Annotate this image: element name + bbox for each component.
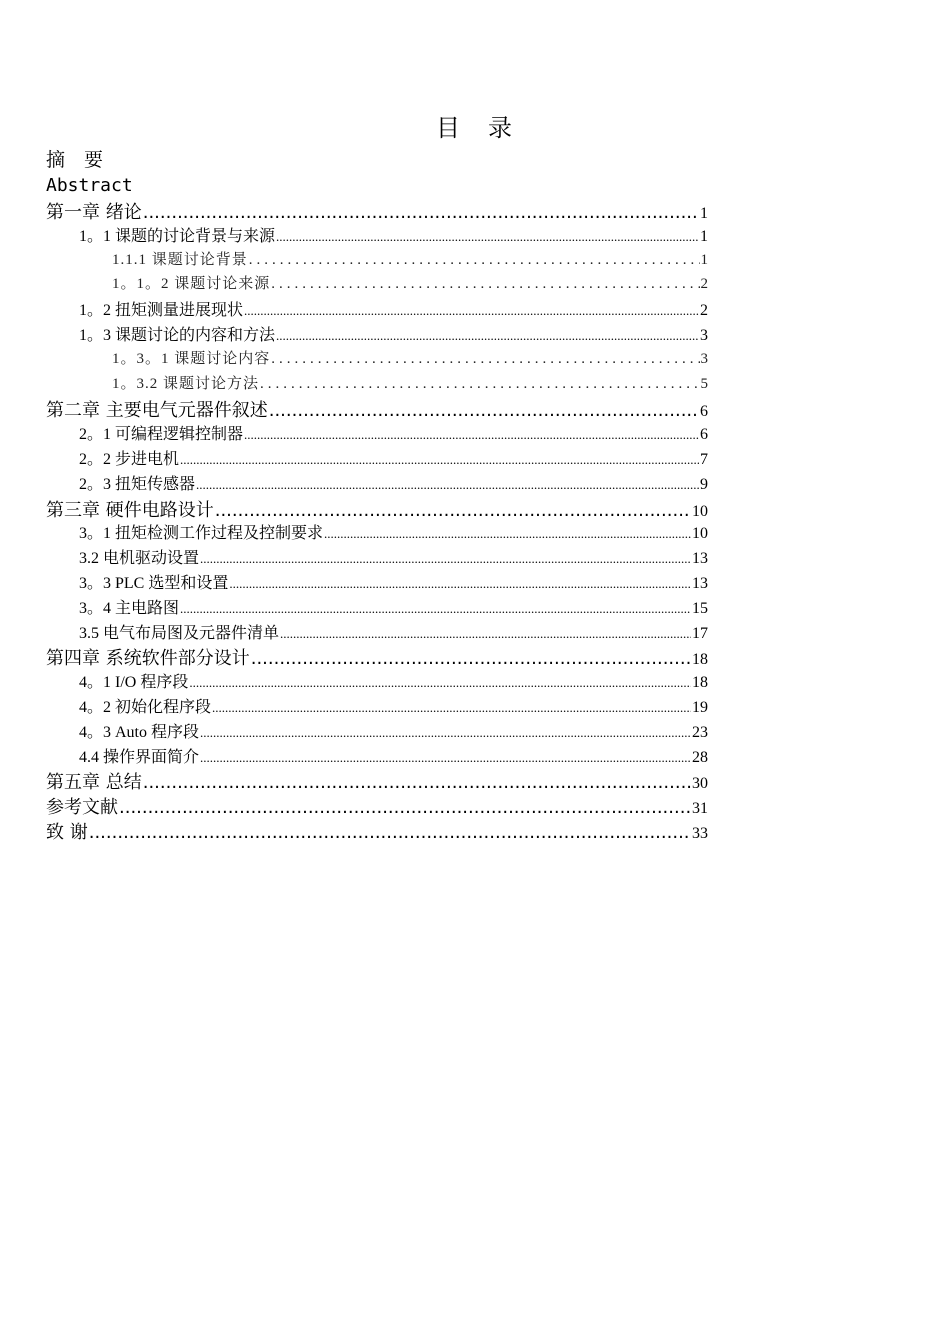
toc-dot-leader	[200, 725, 691, 741]
toc-entry-title: 1。3 课题讨论的内容和方法	[79, 326, 276, 344]
toc-page-number: 7	[700, 450, 708, 468]
toc-entry-title: 3。3 PLC 选型和设置	[79, 574, 229, 592]
toc-dot-leader	[180, 601, 691, 617]
toc-chapter-entry[interactable]	[46, 198, 708, 223]
toc-dot-leader	[260, 376, 699, 393]
toc-page-number: 2	[700, 302, 708, 320]
toc-entry-title: 2。1 可编程逻辑控制器	[79, 426, 244, 444]
toc-section-entry[interactable]	[46, 446, 708, 471]
toc-entry-title: 4。3 Auto 程序段	[79, 723, 200, 741]
toc-dot-leader	[244, 427, 699, 443]
toc-page-number: 31	[692, 800, 708, 818]
toc-dot-leader	[212, 700, 691, 716]
toc-entry-title: 第四章 系统软件部分设计	[46, 648, 250, 670]
toc-dot-leader	[280, 626, 691, 642]
toc-page-number: 1	[700, 205, 708, 222]
toc-entry-title: 4.4 操作界面简介	[79, 748, 200, 766]
toc-page-number: 28	[692, 748, 708, 766]
toc-section-entry[interactable]	[46, 545, 708, 570]
toc-page-number: 13	[692, 550, 708, 568]
toc-section-entry[interactable]	[46, 421, 708, 446]
toc-dot-leader	[200, 750, 691, 766]
toc-page-number: 2	[700, 276, 708, 293]
toc-entry-title: 1.1.1 课题讨论背景	[112, 251, 248, 268]
abstract-cn-heading: 摘 要	[46, 149, 104, 171]
toc-page-number: 1	[700, 251, 708, 268]
toc-section-entry[interactable]	[46, 669, 708, 694]
toc-section-entry[interactable]	[46, 719, 708, 744]
toc-entry-title: 第一章 绪论	[46, 202, 142, 223]
toc-dot-leader	[249, 252, 700, 269]
toc-page-number: 13	[692, 574, 708, 592]
toc-entry-title: 1。1。2 课题讨论来源	[112, 276, 271, 293]
toc-section-entry[interactable]	[46, 520, 708, 545]
toc-page-number: 1	[700, 227, 708, 245]
toc-chapter-entry[interactable]	[46, 396, 708, 421]
toc-section-entry[interactable]	[46, 223, 708, 248]
toc-dot-leader	[324, 526, 691, 542]
toc-dot-leader	[269, 400, 699, 421]
toc-dot-leader	[200, 551, 691, 567]
toc-entry-title: 2。3 扭矩传感器	[79, 475, 196, 493]
toc-chapter-entry[interactable]	[46, 793, 708, 818]
toc-subsection-entry[interactable]	[46, 347, 708, 372]
toc-title: 目 录	[436, 114, 514, 142]
toc-entry-title: 1。3。1 课题讨论内容	[112, 350, 271, 367]
toc-chapter-entry[interactable]	[46, 818, 708, 843]
toc-subsection-entry[interactable]	[46, 272, 708, 297]
toc-chapter-entry[interactable]	[46, 496, 708, 521]
toc-page-number: 3	[700, 350, 708, 367]
toc-dot-leader	[229, 576, 691, 592]
toc-section-entry[interactable]	[46, 297, 708, 322]
toc-page-number: 5	[700, 375, 708, 392]
toc-dot-leader	[276, 328, 699, 344]
toc-dot-leader	[271, 276, 699, 293]
toc-section-entry[interactable]	[46, 322, 708, 347]
toc-page-number: 10	[692, 525, 708, 543]
toc-page-number: 9	[700, 475, 708, 493]
toc-entry-title: 参考文献	[46, 797, 118, 819]
toc-entry-title: 3.5 电气布局图及元器件清单	[79, 624, 280, 642]
toc-section-entry[interactable]	[46, 620, 708, 645]
toc-entry-title: 1。1 课题的讨论背景与来源	[79, 227, 276, 245]
toc-subsection-entry[interactable]	[46, 248, 708, 273]
table-of-contents	[46, 148, 708, 843]
toc-section-entry[interactable]	[46, 694, 708, 719]
toc-dot-leader	[89, 822, 691, 843]
toc-page-number: 33	[692, 824, 708, 842]
toc-page-number: 10	[692, 502, 708, 520]
toc-page-number: 19	[692, 698, 708, 716]
toc-page-number: 18	[692, 651, 708, 669]
toc-dot-leader	[271, 351, 699, 368]
toc-section-entry[interactable]	[46, 744, 708, 769]
toc-entry-title: 2。2 步进电机	[79, 450, 180, 468]
toc-dot-leader	[119, 797, 691, 818]
toc-entry-title: 3。4 主电路图	[79, 599, 180, 617]
toc-entry-title: 3.2 电机驱动设置	[79, 550, 200, 568]
toc-page-number: 15	[692, 599, 708, 617]
toc-section-entry[interactable]	[46, 471, 708, 496]
toc-dot-leader	[276, 229, 699, 245]
toc-subsection-entry[interactable]	[46, 372, 708, 397]
toc-dot-leader	[215, 500, 691, 521]
toc-entry-title: 致 谢	[46, 821, 88, 843]
toc-page-number: 6	[700, 403, 708, 421]
toc-chapter-entry[interactable]	[46, 644, 708, 669]
toc-dot-leader	[180, 452, 699, 468]
toc-chapter-entry[interactable]	[46, 768, 708, 793]
toc-entry-title: 3。1 扭矩检测工作过程及控制要求	[79, 525, 324, 543]
toc-dot-leader	[244, 303, 699, 319]
toc-page-number: 30	[692, 775, 708, 793]
toc-page-number: 6	[700, 426, 708, 444]
toc-dot-leader	[189, 675, 691, 691]
toc-dot-leader	[143, 772, 691, 793]
toc-page-number: 3	[700, 326, 708, 344]
toc-entry-title: 4。2 初始化程序段	[79, 698, 212, 716]
toc-page-number: 23	[692, 723, 708, 741]
toc-entry-list	[46, 198, 708, 843]
toc-page-number: 17	[692, 624, 708, 642]
toc-entry-title: 1。3.2 课题讨论方法	[112, 375, 260, 392]
toc-entry-title: 第五章 总结	[46, 772, 142, 794]
toc-entry-title: 第三章 硬件电路设计	[46, 499, 214, 521]
toc-entry-title: 4。1 I/O 程序段	[79, 674, 189, 692]
toc-dot-leader	[143, 202, 699, 223]
toc-dot-leader	[196, 477, 699, 493]
toc-dot-leader	[251, 648, 691, 669]
toc-page-number: 18	[692, 674, 708, 692]
toc-section-entry[interactable]	[46, 595, 708, 620]
toc-section-entry[interactable]	[46, 570, 708, 595]
toc-entry-title: 1。2 扭矩测量进展现状	[79, 302, 244, 320]
toc-entry-title: 第二章 主要电气元器件叙述	[46, 400, 268, 422]
abstract-en-heading: Abstract	[46, 175, 133, 196]
